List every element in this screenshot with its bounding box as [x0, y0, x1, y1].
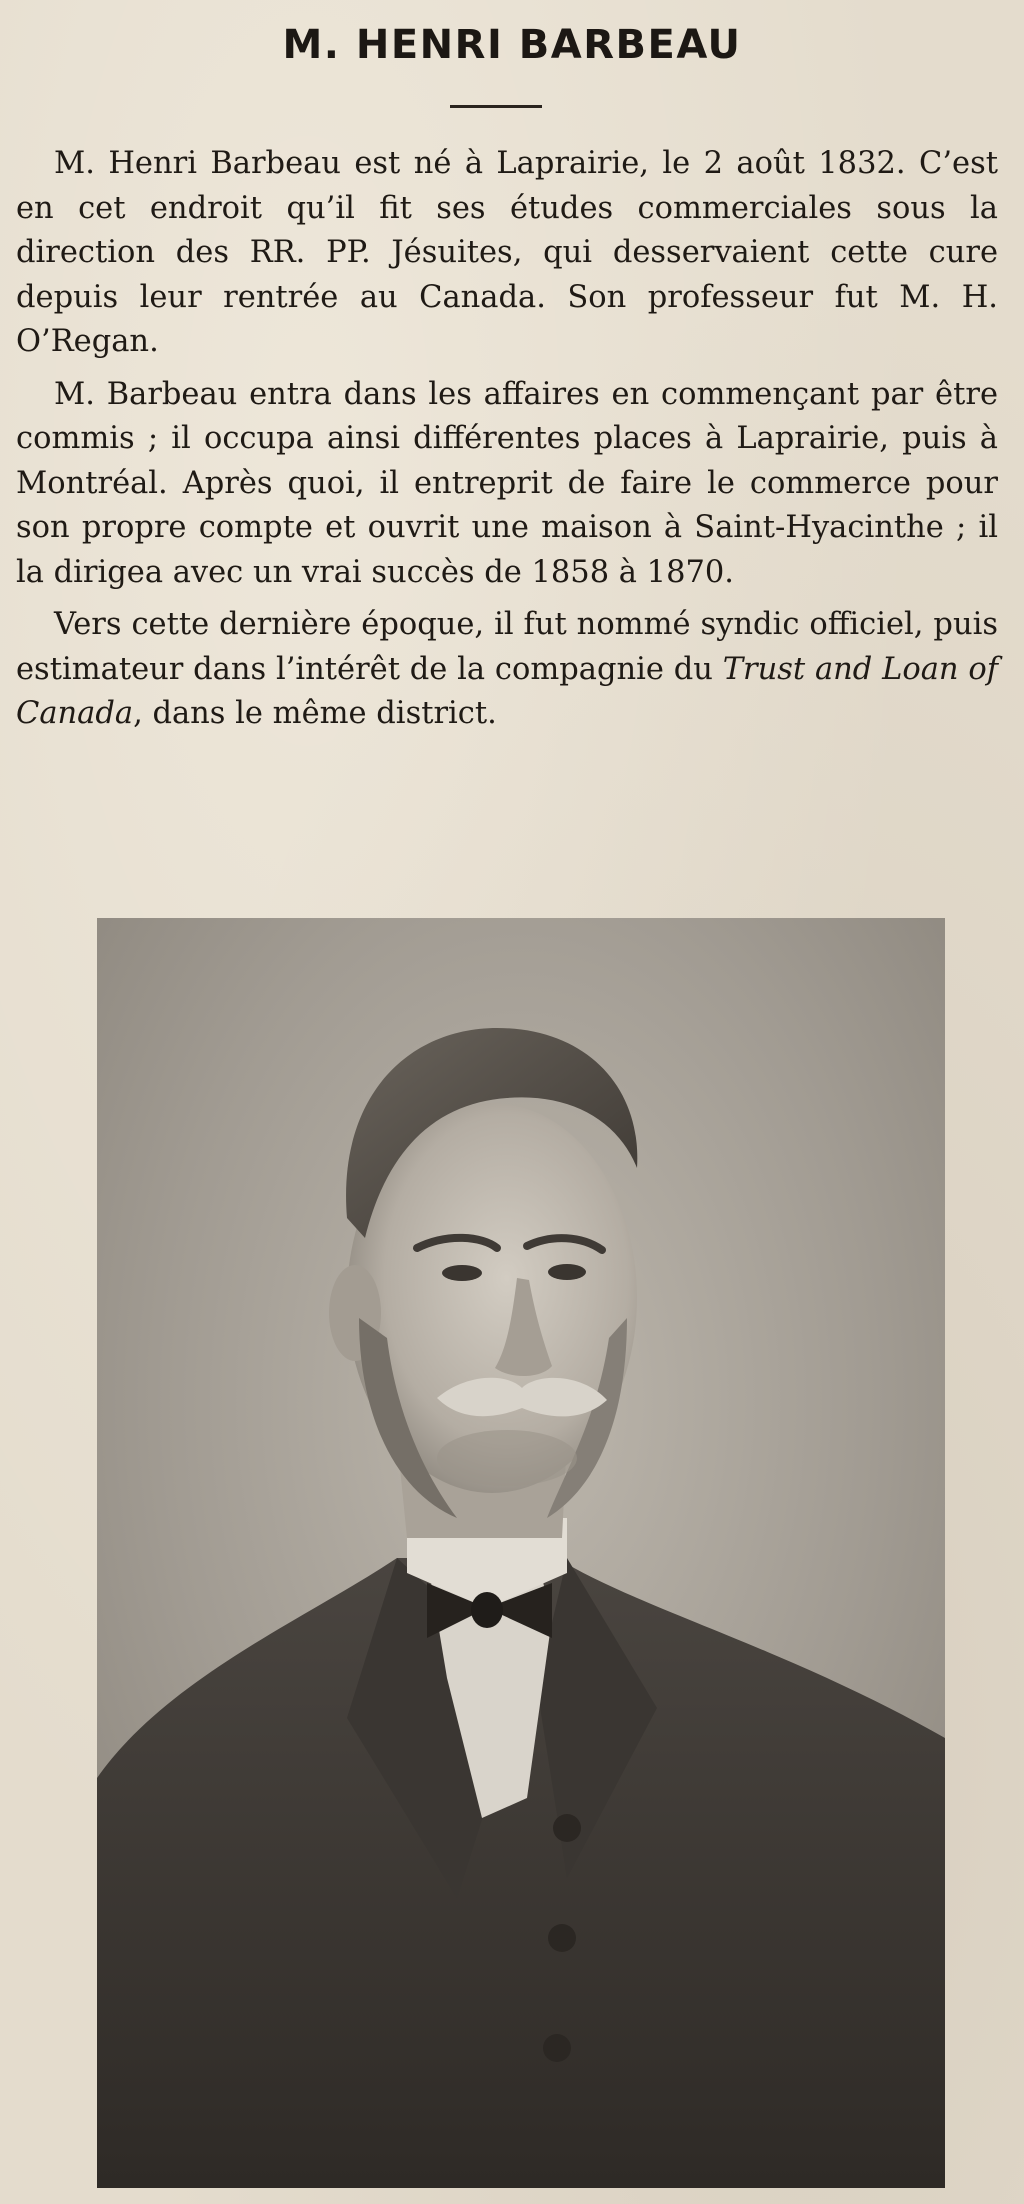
paragraph-1: M. Henri Barbeau est né à Laprairie, le 2 août 1832. C’est en cet endroit qu’il fit ses études commerciales sous la direction des RR. PP. Jésuites, qui desservaient cette cure depuis leur rentrée au Canada. Son professeur fut M. H. O’Regan. [16, 146, 998, 359]
article-title: M. HENRI BARBEAU [282, 22, 742, 68]
paragraph-2: M. Barbeau entra dans les affaires en commençant par être commis ; il occupa ainsi différentes places à Laprairie, puis à Montréal. Après quoi, il entreprit de faire le commerce pour son propre compte et ouvrit une maison à Saint-Hyacinthe ; il la dirigea avec un vrai succès de 1858 à 1870. [16, 376, 998, 590]
article-body [16, 142, 998, 745]
paragraph-3-start: Vers cette dernière époque, il fut nommé syndic officiel, puis estimateur dans l’intérêt de la compagnie du [16, 607, 998, 687]
portrait-photo [97, 918, 945, 2188]
paragraph-3 [16, 603, 998, 737]
company-name: Trust and Loan of Canada [16, 651, 998, 731]
portrait-illustration [97, 918, 945, 2188]
paragraph-3-end: , dans le même district. [133, 696, 497, 731]
title-divider [450, 105, 542, 108]
